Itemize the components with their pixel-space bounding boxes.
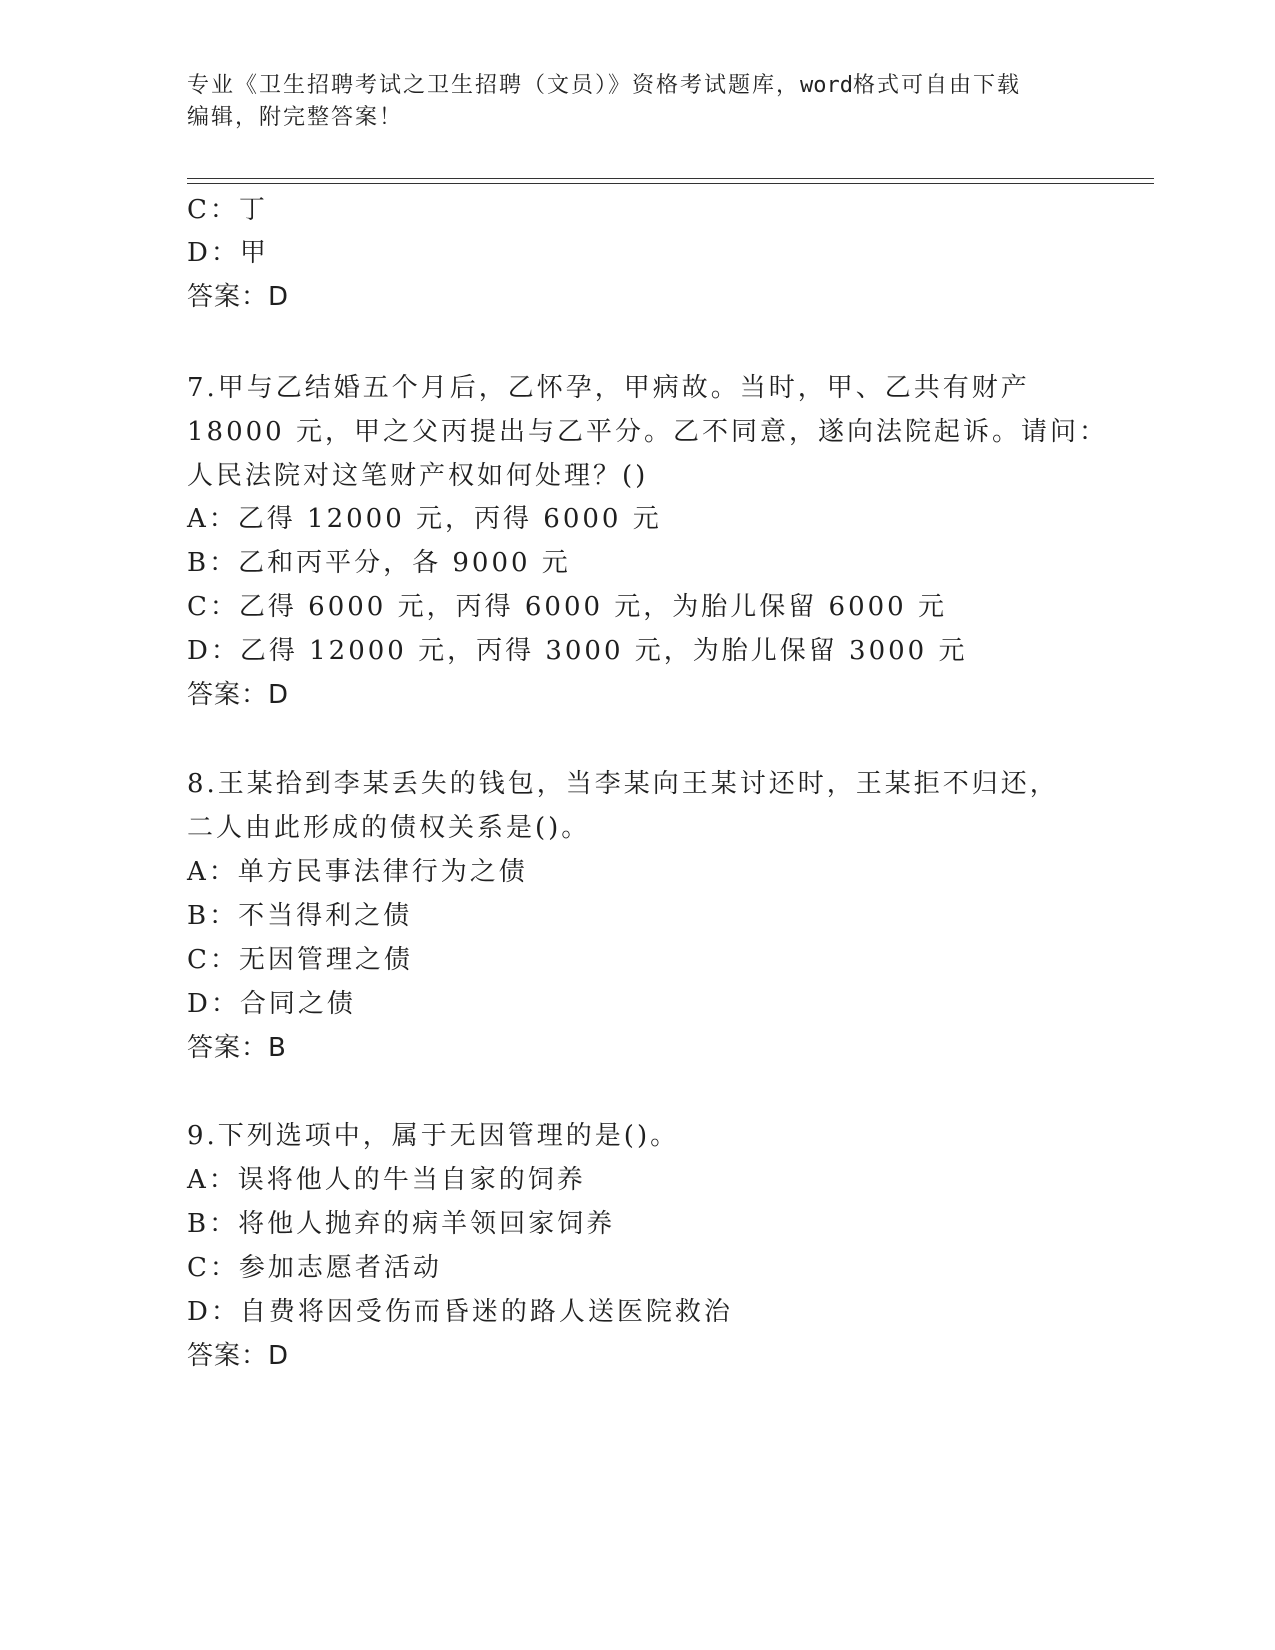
q8-option-d: D：合同之债: [187, 989, 356, 1019]
q7-stem-line-3: 人民法院对这笔财产权如何处理？(): [187, 461, 649, 491]
q7-option-a: A：乙得 12000 元，丙得 6000 元: [187, 504, 662, 534]
q7-stem-line-2: 18000 元，甲之父丙提出与乙平分。乙不同意，遂向法院起诉。请问：: [187, 417, 1108, 447]
prev-answer: 答案：D: [187, 282, 290, 312]
header-line-2: 编辑，附完整答案！: [187, 105, 404, 130]
q8-stem-line-2: 二人由此形成的债权关系是()。: [187, 813, 591, 843]
q8-option-c: C：无因管理之债: [187, 945, 413, 975]
header-divider-bottom: [187, 183, 1154, 184]
q9-option-d: D：自费将因受伤而昏迷的路人送医院救治: [187, 1297, 733, 1327]
q9-answer: 答案：D: [187, 1341, 290, 1371]
q7-answer: 答案：D: [187, 680, 290, 710]
header-word-format: word: [800, 73, 853, 98]
prev-option-c: C：丁: [187, 195, 268, 225]
q7-option-b: B：乙和丙平分，各 9000 元: [187, 548, 571, 578]
header-line-1: [187, 70, 1087, 102]
prev-option-d: D：甲: [187, 238, 269, 268]
q9-option-c: C：参加志愿者活动: [187, 1253, 442, 1283]
q8-stem-line-1: 8.王某拾到李某丢失的钱包，当李某向王某讨还时，王某拒不归还，: [187, 769, 1059, 799]
header-text-tail: 格式可自由下载: [853, 73, 1022, 98]
q9-stem-line-1: 9.下列选项中，属于无因管理的是()。: [187, 1121, 680, 1151]
q9-option-a: A：误将他人的牛当自家的饲养: [187, 1165, 586, 1195]
q8-option-b: B：不当得利之债: [187, 901, 413, 931]
page-header: [187, 70, 1087, 134]
q7-stem-line-1: 7.甲与乙结婚五个月后，乙怀孕，甲病故。当时，甲、乙共有财产: [187, 373, 1030, 403]
q8-option-a: A：单方民事法律行为之债: [187, 857, 528, 887]
header-divider-top: [187, 178, 1154, 179]
header-text: 专业《卫生招聘考试之卫生招聘（文员）》资格考试题库，: [187, 73, 801, 98]
q7-option-d: D：乙得 12000 元，丙得 3000 元，为胎儿保留 3000 元: [187, 636, 968, 666]
q7-option-c: C：乙得 6000 元，丙得 6000 元，为胎儿保留 6000 元: [187, 592, 947, 622]
q8-answer: 答案：B: [187, 1033, 287, 1063]
q9-option-b: B：将他人抛弃的病羊领回家饲养: [187, 1209, 616, 1239]
